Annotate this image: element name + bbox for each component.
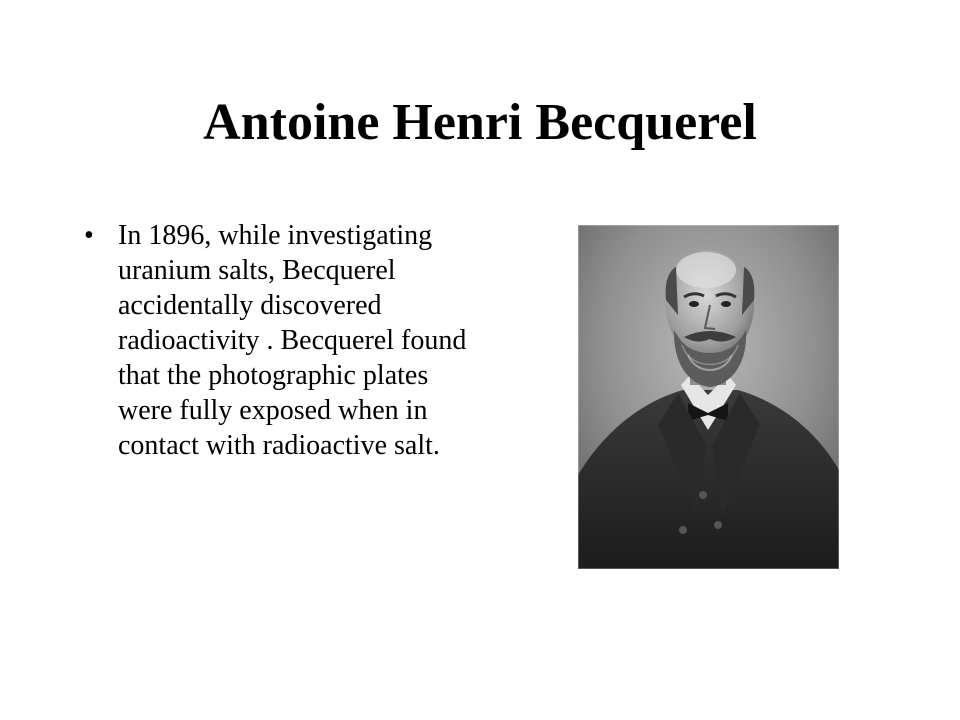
slide-title: Antoine Henri Becquerel — [203, 94, 757, 151]
bullet-dot-icon: • — [84, 220, 94, 251]
bullet-item — [84, 218, 484, 463]
bullet-text: In 1896, while investigating uranium salts, Becquerel accidentally discovered radioactivity . Becquerel found that the photographic plates were fully exposed when in contact with radioactive salt. — [118, 220, 467, 461]
portrait-photo — [578, 225, 839, 569]
bullet-list — [84, 218, 484, 463]
